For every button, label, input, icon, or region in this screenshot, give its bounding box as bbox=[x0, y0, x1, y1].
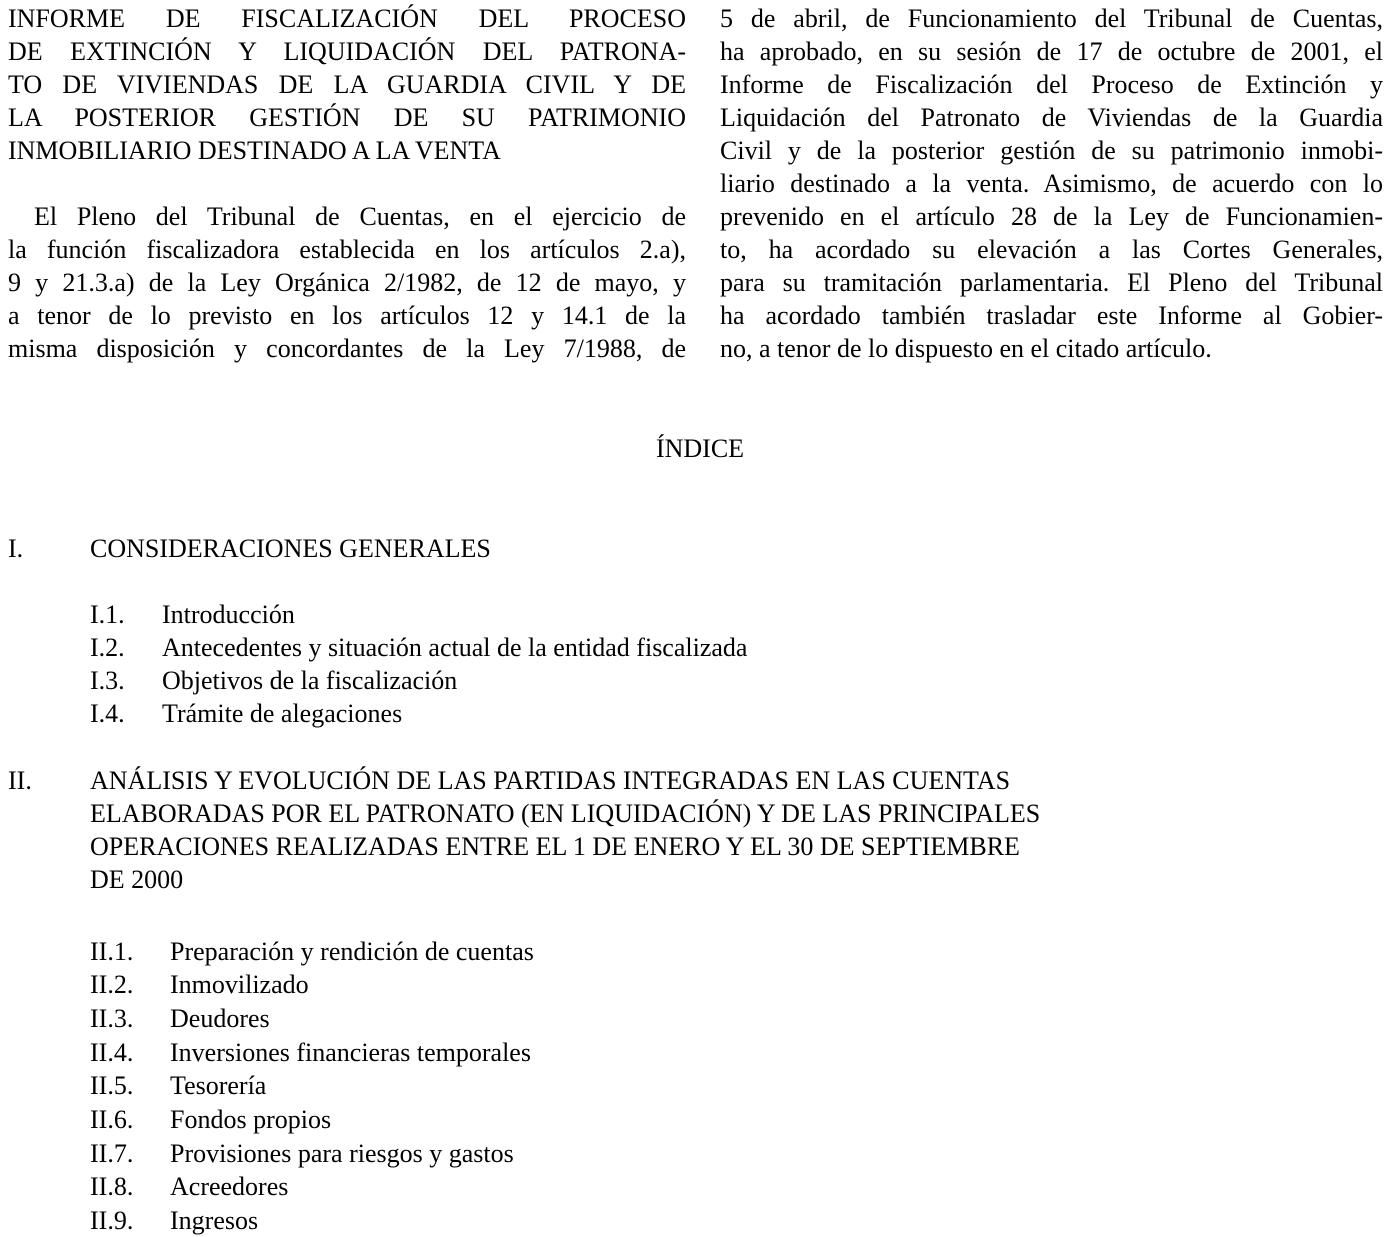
item-number: I.4. bbox=[90, 699, 125, 728]
item-number: II.9. bbox=[90, 1206, 134, 1235]
paragraph-line: ha aprobado, en su sesión de 17 de octubre de 2001, el bbox=[720, 37, 1383, 66]
item-title: Ingresos bbox=[170, 1206, 259, 1235]
item-title: Trámite de alegaciones bbox=[162, 699, 403, 728]
title-line: TO DE VIVIENDAS DE LA GUARDIA CIVIL Y DE bbox=[8, 70, 686, 99]
item-number: I.2. bbox=[90, 633, 125, 662]
title-line: LA POSTERIOR GESTIÓN DE SU PATRIMONIO bbox=[8, 103, 686, 132]
item-number: II.1. bbox=[90, 937, 134, 966]
item-number: II.2. bbox=[90, 970, 134, 999]
item-number: II.3. bbox=[90, 1004, 134, 1033]
item-number: I.3. bbox=[90, 666, 125, 695]
item-title: Inmovilizado bbox=[170, 970, 309, 999]
right-column bbox=[720, 2, 1383, 365]
item-title: Introducción bbox=[162, 600, 295, 629]
paragraph-line: Civil y de la posterior gestión de su patrimonio inmobi- bbox=[720, 136, 1383, 165]
section-number: I. bbox=[8, 534, 24, 563]
paragraph-line: liario destinado a la venta. Asimismo, de acuerdo con lo bbox=[720, 169, 1383, 198]
item-title: Objetivos de la fiscalización bbox=[162, 666, 458, 695]
paragraph-line: El Pleno del Tribunal de Cuentas, en el ejercicio de bbox=[34, 202, 686, 231]
item-title: Provisiones para riesgos y gastos bbox=[170, 1139, 514, 1168]
section-title-line: ANÁLISIS Y EVOLUCIÓN DE LAS PARTIDAS INTEGRADAS EN LAS CUENTAS bbox=[90, 766, 1011, 795]
item-title: Acreedores bbox=[170, 1172, 289, 1201]
paragraph-line: Informe de Fiscalización del Proceso de Extinción y bbox=[720, 70, 1383, 99]
title-line: INFORME DE FISCALIZACIÓN DEL PROCESO bbox=[8, 4, 686, 33]
paragraph-line: Liquidación del Patronato de Viviendas de la Guardia bbox=[720, 103, 1383, 132]
paragraph-line: a tenor de lo previsto en los artículos 12 y 14.1 de la bbox=[8, 301, 686, 330]
title-line: INMOBILIARIO DESTINADO A LA VENTA bbox=[8, 136, 501, 165]
paragraph-line: prevenido en el artículo 28 de la Ley de Funcionamien- bbox=[720, 202, 1383, 231]
item-number: II.8. bbox=[90, 1172, 134, 1201]
title-line: DE EXTINCIÓN Y LIQUIDACIÓN DEL PATRONA- bbox=[8, 37, 686, 66]
paragraph-line: no, a tenor de lo dispuesto en el citado artículo. bbox=[720, 334, 1212, 363]
paragraph-line: 9 y 21.3.a) de la Ley Orgánica 2/1982, de 12 de mayo, y bbox=[8, 268, 686, 297]
approval-paragraph bbox=[720, 2, 1383, 365]
item-title: Antecedentes y situación actual de la entidad fiscalizada bbox=[162, 633, 748, 662]
paragraph-line: to, ha acordado su elevación a las Cortes Generales, bbox=[720, 235, 1383, 264]
intro-paragraph bbox=[8, 200, 686, 365]
item-title: Fondos propios bbox=[170, 1105, 332, 1134]
item-number: II.7. bbox=[90, 1139, 134, 1168]
item-number: II.6. bbox=[90, 1105, 134, 1134]
section-title-line: OPERACIONES REALIZADAS ENTRE EL 1 DE ENERO Y EL 30 DE SEPTIEMBRE bbox=[90, 832, 1020, 861]
section-number: II. bbox=[8, 766, 32, 795]
item-title: Preparación y rendición de cuentas bbox=[170, 937, 534, 966]
section-title-line: DE 2000 bbox=[90, 865, 184, 894]
item-number: II.4. bbox=[90, 1038, 134, 1067]
report-title bbox=[8, 2, 686, 167]
index-heading: ÍNDICE bbox=[655, 434, 745, 463]
paragraph-line: misma disposición y concordantes de la Ley 7/1988, de bbox=[8, 334, 686, 363]
item-number: I.1. bbox=[90, 600, 125, 629]
paragraph-line: 5 de abril, de Funcionamiento del Tribunal de Cuentas, bbox=[720, 4, 1383, 33]
item-number: II.5. bbox=[90, 1071, 134, 1100]
section-title: CONSIDERACIONES GENERALES bbox=[90, 534, 491, 563]
paragraph-line: la función fiscalizadora establecida en los artículos 2.a), bbox=[8, 235, 686, 264]
left-column bbox=[8, 2, 686, 365]
item-title: Tesorería bbox=[170, 1071, 267, 1100]
item-title: Inversiones financieras temporales bbox=[170, 1038, 531, 1067]
item-title: Deudores bbox=[170, 1004, 270, 1033]
paragraph-line: ha acordado también trasladar este Informe al Gobier- bbox=[720, 301, 1383, 330]
paragraph-line: para su tramitación parlamentaria. El Pleno del Tribunal bbox=[720, 268, 1383, 297]
section-title-line: ELABORADAS POR EL PATRONATO (EN LIQUIDACIÓN) Y DE LAS PRINCIPALES bbox=[90, 799, 1041, 828]
